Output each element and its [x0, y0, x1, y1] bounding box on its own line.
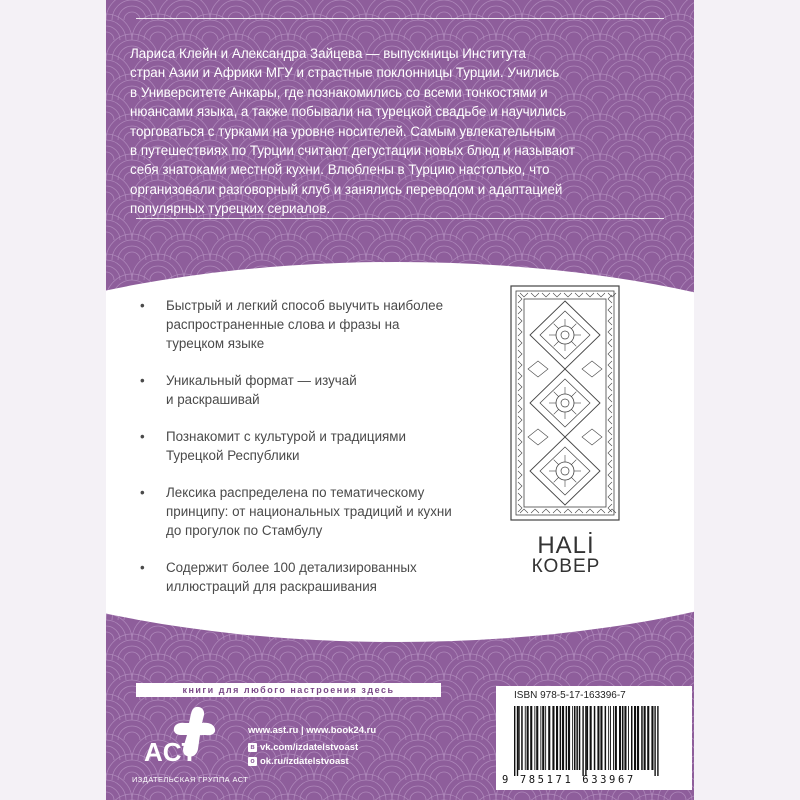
author-bio-line: в Университете Анкары, где познакомились со всеми тонкостями и	[130, 84, 548, 100]
social-link-text: ok.ru/izdatelstvoast	[260, 756, 349, 767]
author-bio-line: организовали разговорный клуб и занялись переводом и адаптацией	[130, 181, 563, 197]
author-bio-line: стран Азии и Африки МГУ и страстные поклонницы Турции. Учились	[130, 65, 560, 81]
author-bio-line: популярных турецких сериалов.	[130, 201, 331, 217]
feature-line: иллюстраций для раскрашивания	[166, 579, 377, 594]
author-bio-line: нюансами языка, а также побывали на турецкой свадьбе и научились	[130, 104, 567, 120]
social-link-vk[interactable]	[248, 742, 358, 753]
feature-item	[136, 296, 466, 353]
top-divider	[136, 18, 664, 19]
feature-line: распространенные слова и фразы на	[166, 317, 400, 332]
author-bio	[130, 44, 670, 219]
feature-item	[136, 427, 466, 465]
bullet-icon: •	[140, 298, 145, 313]
illustration-title: HALİ	[537, 532, 595, 559]
ast-logo-icon	[138, 705, 220, 777]
bullet-icon: •	[140, 560, 145, 575]
bullet-icon: •	[140, 429, 145, 444]
feature-line: Быстрый и легкий способ выучить наиболее	[166, 298, 444, 313]
isbn-barcode-block	[496, 686, 692, 790]
publisher-group: ИЗДАТЕЛЬСКАЯ ГРУППА АСТ	[132, 775, 249, 784]
barcode-icon	[506, 706, 682, 776]
author-bio-line: себя знатоками местной кухни. Влюблены в Турцию настолько, что	[130, 162, 550, 178]
barcode-digits: 9 785171 633967	[502, 774, 636, 786]
feature-item	[136, 558, 466, 596]
social-link-ok[interactable]	[248, 756, 349, 767]
bullet-icon: •	[140, 373, 145, 388]
feature-line: Лексика распределена по тематическому	[166, 485, 425, 500]
book-back-cover	[106, 0, 694, 800]
bullet-icon: •	[140, 485, 145, 500]
feature-item	[136, 371, 466, 409]
bio-divider	[136, 218, 664, 219]
publisher-websites[interactable]: www.ast.ru | www.book24.ru	[248, 725, 377, 736]
feature-line: турецком языке	[166, 336, 265, 351]
social-link-text: vk.com/izdatelstvoast	[260, 742, 359, 753]
feature-line: до прогулок по Стамбулу	[166, 523, 323, 538]
feature-line: Турецкой Республики	[166, 448, 300, 463]
feature-line: принципу: от национальных традиций и кухни	[166, 504, 452, 519]
feature-list	[136, 296, 466, 614]
logo-lettering: ACT	[144, 737, 198, 767]
rug-illustration-icon	[510, 285, 620, 521]
feature-line: и раскрашивай	[166, 392, 260, 407]
author-bio-line: Лариса Клейн и Александра Зайцева — выпускницы Института	[130, 46, 526, 61]
isbn-label: ISBN 978-5-17-163396-7	[514, 690, 626, 701]
illustration-subtitle: КОВЕР	[531, 556, 601, 577]
ok-icon: o	[248, 757, 257, 766]
feature-item	[136, 483, 466, 540]
tagline-banner: книги для любого настроения здесь	[136, 683, 441, 697]
feature-line: Познакомит с культурой и традициями	[166, 429, 406, 444]
author-bio-line: в путешествиях по Турции считают дегустации новых блюд и называют	[130, 143, 575, 159]
feature-line: Уникальный формат — изучай	[166, 373, 357, 388]
vk-icon: в	[248, 743, 257, 752]
feature-line: Содержит более 100 детализированных	[166, 560, 417, 575]
author-bio-line: торговаться с турками на уровне носителей. Самым увлекательным	[130, 123, 556, 139]
